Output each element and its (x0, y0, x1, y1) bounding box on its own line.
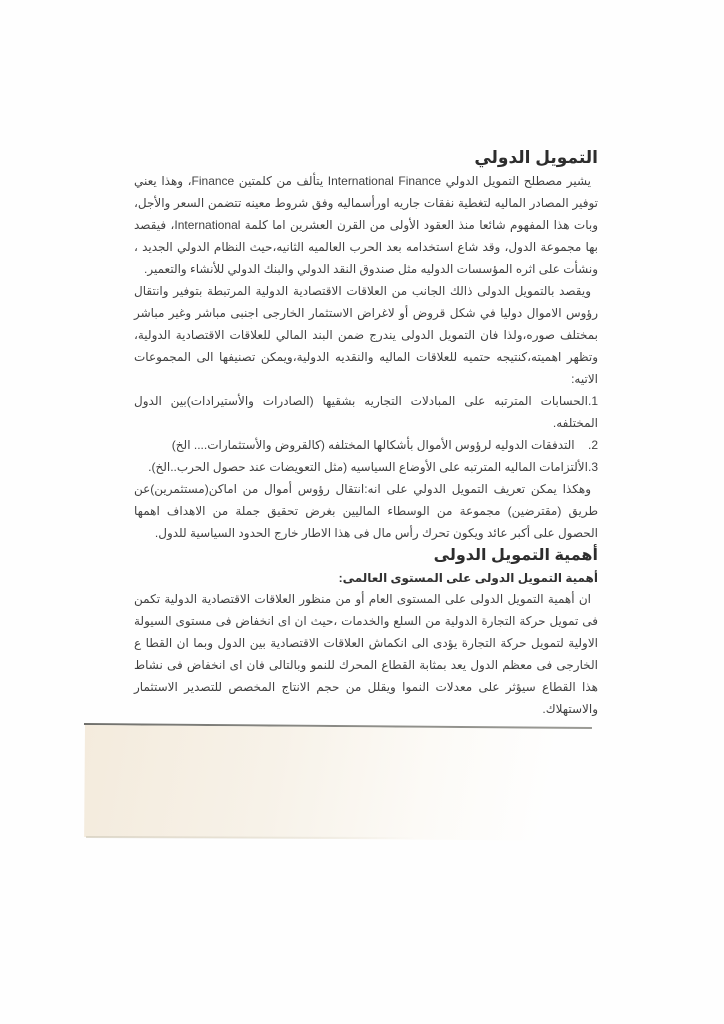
scanner-bed-shadow-region (84, 725, 565, 841)
paragraph-term-definition: يشير مصطلح التمويل الدولي International Finance يتألف من كلمتين Finance، وهذا يعني توفير المصادر الماليه لتغطية نفقات جاريه اورأسماليه وفق شروط معينه تتضمن السعر والأجل، وبات هذا المفهوم شائعا منذ العقود الأولى من القرن العشرين اما كلمة International، فيقصد بها مجموعة الدول، وقد شاع استخدامه بعد الحرب العالميه الثانيه،حيث النظام الدولي الجديد ، ونشأت على اثره المؤسسات الدوليه مثل صندوق النقد الدولي والبنك الدولي للأنشاء والتعمير. (134, 174, 598, 276)
subsection-heading-global-level: أهمية التمويل الدولى على المستوى العالمى: (338, 571, 598, 585)
list-item-political-obligations: 3.الألتزامات الماليه المترتبه على الأوضاع السياسيه (مثل التعويضات عند حصول الحرب..الخ). (148, 460, 598, 474)
list-item-capital-flows: 2. التدفقات الدوليه لرؤوس الأموال بأشكالها المختلفه (كالقروض والأستثمارات.... الخ) (171, 438, 598, 452)
paragraph-scope-of-international-finance: ويقصد بالتمويل الدولى ذالك الجانب من العلاقات الاقتصادية الدولية المرتبطة بتوفير وانتقال رؤوس الاموال دوليا في شكل قروض أو لاغراض الاستثمار الخارجى اجنبى مباشر وغير مباشر بمختلف صوره،ولذا فان التمويل الدولى يندرج ضمن البند المالي للعلاقات الاقتصادية الدولية، وتظهر اهميته،كنتيجه حتميه للعلاقات الماليه والنقديه الدولية،ويمكن تصنيفها الى المجموعات الاتيه: (134, 284, 598, 386)
document-title: التمويل الدولي (474, 148, 598, 167)
document-text-column (134, 146, 598, 720)
list-item-trade-accounts: 1.الحسابات المترتبه على المبادلات التجاريه بشقيها (الصادرات والأستيرادات)بين الدول المختلفه. (134, 394, 598, 430)
scanner-bed-bottom-edge-line (86, 836, 416, 839)
section-heading-importance: أهمية التمويل الدولى (433, 547, 598, 564)
paragraph-definition-summary: وهكذا يمكن تعريف التمويل الدولي على انه:انتقال رؤوس أموال من اماكن(مستثمرين)عن طريق (مقترضين) مجموعة من الوسطاء الماليين بغرض تحقيق جملة من الاهداف اهمها الحصول على أكبر عائد ويكون تحرك رأس مال فى هذا الاطار خارج الحدود السياسية للدول. (134, 482, 598, 540)
paragraph-importance-global-level: ان أهمية التمويل الدولى على المستوى العام أو من منظور العلاقات الاقتصادية الدولية تكمن فى تمويل حركة التجارة الدولية من السلع والخدمات ،حيث ان اى انخفاض فى مستوى السيولة الاولية لتمويل حركة التجارة يؤدى الى انكماش العلاقات الاقتصادية بين الدول وبما ان القطا ع الخارجى فى معظم الدول يعد بمثابة القطاع المحرك للنمو وبالتالى فان اى انخفاض فى نشاط هذا القطاع سيؤثر على معدلات النموا ويقلل من حجم الانتاج المخصص للتصدير الاستثمار والاستهلاك. (134, 592, 598, 716)
